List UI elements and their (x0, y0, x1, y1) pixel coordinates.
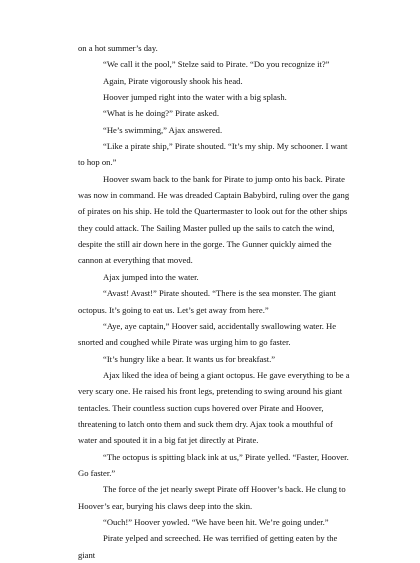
paragraph: on a hot summer’s day. (78, 43, 158, 53)
paragraph: The force of the jet nearly swept Pirate off Hoover’s back. He clung to Hoover’s ear, burying his claws deep into the skin. (78, 484, 346, 511)
paragraph: Hoover jumped right into the water with a big splash. (103, 92, 287, 103)
body-text (78, 40, 352, 563)
paragraph: “Aye, aye captain,” Hoover said, accidentally swallowing water. He snorted and coughed while Pirate was urging him to go faster. (78, 320, 337, 348)
paragraph: “Avast! Avast!” Pirate shouted. “There is the sea monster. The giant octopus. It’s going to eat us. Let’s get away from here.” (78, 288, 336, 315)
paragraph: Hoover swam back to the bank for Pirate to jump onto his back. Pirate was now in command. He was dreaded Captain Babybird, ruling over the gang of pirates on his ship. He told the Quartermaster to look out for the other ships they could attack. The Sailing Master pulled up the sails to catch the wind, despite the still air down here in the gorge. The Gunner quickly aimed the cannon at everything that moved. (78, 173, 350, 266)
paragraph: Ajax jumped into the water. (103, 271, 199, 282)
paragraph: Ajax liked the idea of being a giant octopus. He gave everything to be a very scary one. He raised his front legs, pretending to swing around his giant tentacles. Their countless suction cups hovered over Pirate and Hoover, threatening to latch onto them and suck them dry. Ajax took a mouthful of water and spouted it in a big fat jet directly at Pirate. (78, 369, 350, 446)
paragraph: “It’s hungry like a bear. It wants us for breakfast.” (103, 353, 276, 364)
paragraph: “We call it the pool,” Stelze said to Pirate. “Do you recognize it?” (103, 59, 330, 70)
paragraph: Pirate yelped and screeched. He was terrified of getting eaten by the giant (78, 533, 338, 560)
paragraph: “Ouch!” Hoover yowled. “We have been hit. We’re going under.” (103, 516, 329, 527)
paragraph: “The octopus is spitting black ink at us,” Pirate yelled. “Faster, Hoover. Go faster.” (78, 451, 349, 478)
paragraph: “Like a pirate ship,” Pirate shouted. “It’s my ship. My schooner. I want to hop on.” (78, 141, 348, 168)
paragraph: “He’s swimming,” Ajax answered. (103, 124, 223, 135)
paragraph: “What is he doing?” Pirate asked. (103, 108, 219, 119)
paragraph: Again, Pirate vigorously shook his head. (103, 75, 243, 86)
